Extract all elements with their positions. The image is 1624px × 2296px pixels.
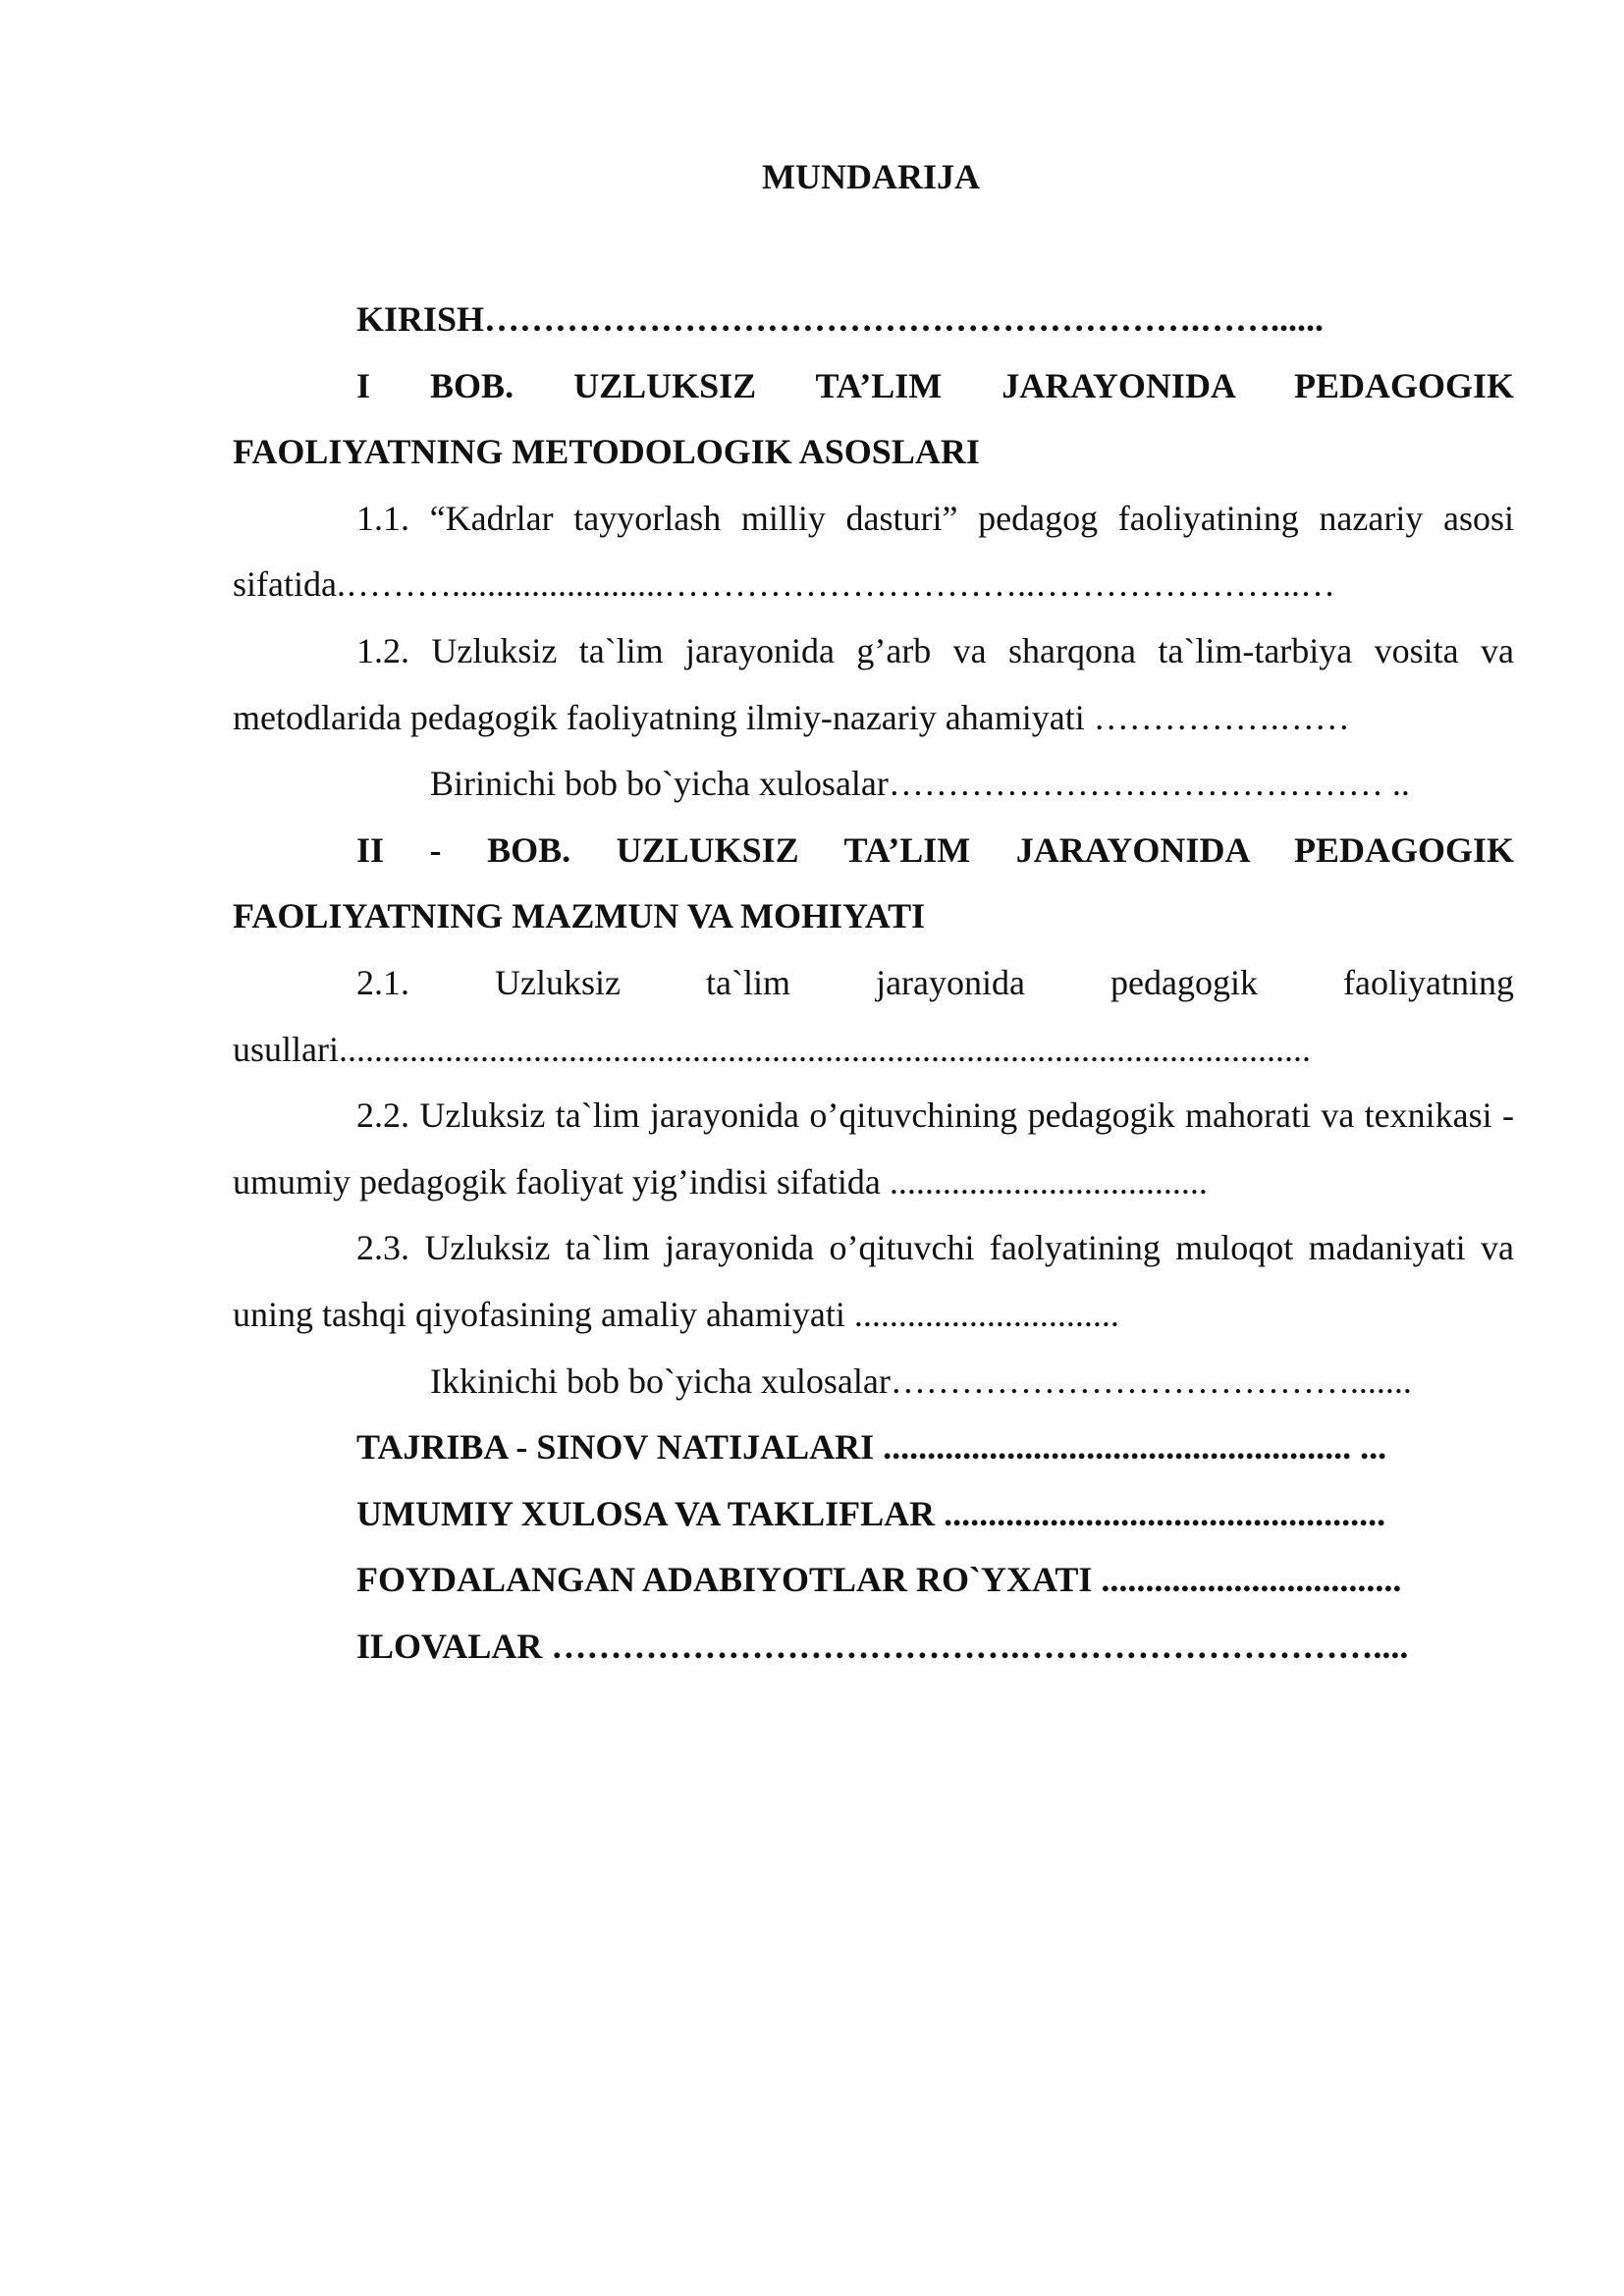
toc-entry-section-1-1: 1.1. “Kadrlar tayyorlash milliy dasturi” pedagog faoliyatining nazariy asosi sifatida.………........................…………………………..…………………..… [233, 498, 1514, 605]
document-title: MUNDARIJA [762, 157, 980, 196]
toc-entry-chapter-1: I BOB. UZLUKSIZ TA’LIM JARAYONIDA PEDAGOGIK FAOLIYATNING METODOLOGIK ASOSLARI [233, 365, 1514, 472]
toc-entry-section-1-2: 1.2. Uzluksiz ta`lim jarayonida g’arb va sharqona ta`lim-tarbiya vosita va metodlarida pedagogik faoliyatning ilmiy-nazariy ahamiyati …………….…… [233, 630, 1514, 737]
toc-entry-section-2-2: 2.2. Uzluksiz ta`lim jarayonida o’qituvchining pedagogik mahorati va texnikasi - umumiy pedagogik faoliyat yig’indisi sifatida .................................... [233, 1095, 1514, 1201]
toc-entry-general-conclusion: UMUMIY XULOSA VA TAKLIFLAR .................................................. [356, 1493, 1386, 1533]
toc-entry-appendices: ILOVALAR ………………………………….………………………….... [356, 1626, 1409, 1666]
toc-entry-references: FOYDALANGAN ADABIYOTLAR RO`YXATI .................................. [356, 1560, 1402, 1600]
toc-entry-chapter-2: II - BOB. UZLUKSIZ TA’LIM JARAYONIDA PEDAGOGIK FAOLIYATNING MAZMUN VA MOHIYATI [233, 829, 1514, 936]
toc-entry-experiment-results: TAJRIBA - SINOV NATIJALARI ..................................................... ... [356, 1427, 1387, 1468]
table-of-contents [233, 287, 1514, 1680]
toc-entry-kirish: KIRISH…………………………………………………….……...... [356, 299, 1325, 339]
toc-entry-section-2-3: 2.3. Uzluksiz ta`lim jarayonida o’qituvchi faolyatining muloqot madaniyati va uning tashqi qiyofasining amaliy ahamiyati .............................. [233, 1228, 1514, 1334]
toc-entry-chapter-1-conclusion: Birinichi bob bo`yicha xulosalar…………………………………… .. [430, 764, 1410, 804]
toc-entry-chapter-2-conclusion: Ikkinichi bob bo`yicha xulosalar…………………………………....... [430, 1361, 1412, 1401]
toc-entry-section-2-1: 2.1. Uzluksiz ta`lim jarayonida pedagogik faoliyatning usullari.............................................................................................................. [233, 962, 1514, 1069]
